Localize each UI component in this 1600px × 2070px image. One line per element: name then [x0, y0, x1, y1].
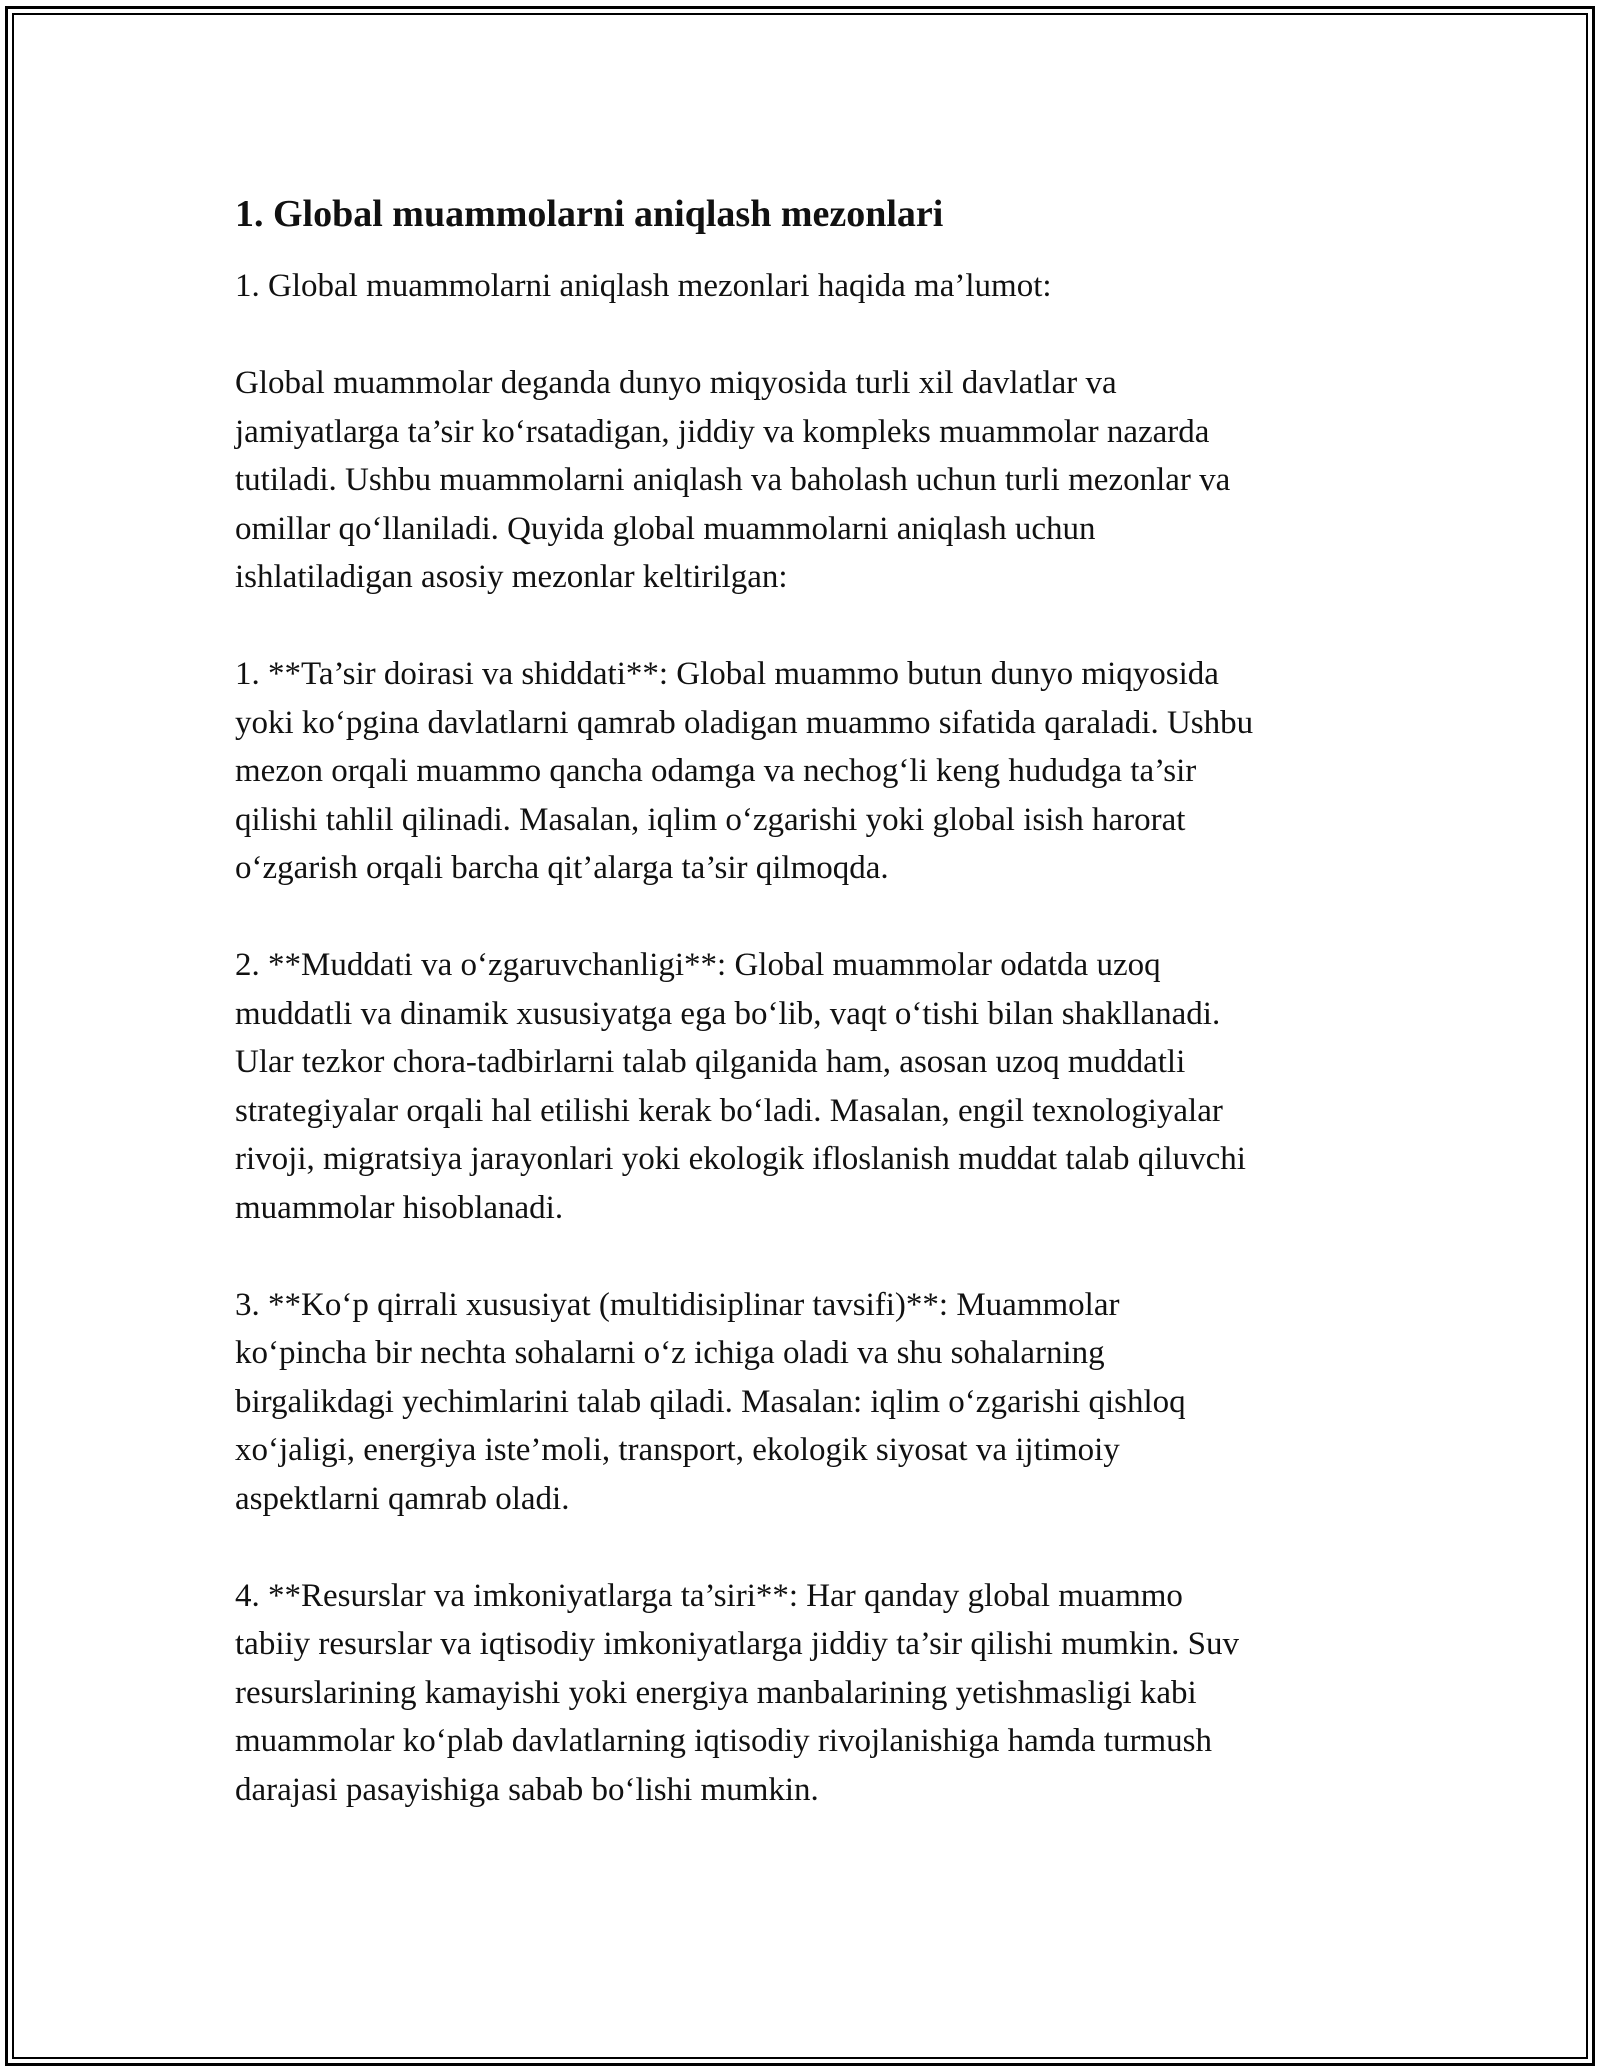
document-body [235, 190, 1385, 1863]
criterion-2-paragraph: 2. **Muddati va o‘zgaruvchanligi**: Global muammolar odatda uzoq muddatli va dinamik xususiyatga ega bo‘lib, vaqt o‘tishi bilan shakllanadi. Ular tezkor chora-tadbirlarni talab qilganida ham, asosan uzoq muddatli strategiyalar orqali hal etilishi kerak bo‘ladi. Masalan, engil texnologiyalar rivoji, migratsiya jarayonlari yoki ekologik ifloslanish muddat talab qiluvchi muammolar hisoblanadi. [235, 947, 1246, 1226]
criterion-4-paragraph: 4. **Resurslar va imkoniyatlarga ta’siri**: Har qanday global muammo tabiiy resurslar va iqtisodiy imkoniyatlarga jiddiy ta’sir qilishi mumkin. Suv resurslarining kamayishi yoki energiya manbalarining yetishmasligi kabi muammolar ko‘plab davlatlarning iqtisodiy rivojlanishiga hamda turmush darajasi pasayishiga sabab bo‘lishi mumkin. [235, 1577, 1239, 1808]
document-title: 1. Global muammolarni aniqlash mezonlari [235, 193, 944, 235]
overview-paragraph: Global muammolar deganda dunyo miqyosida turli xil davlatlar va jamiyatlarga ta’sir ko‘rsatadigan, jiddiy va kompleks muammolar nazarda tutiladi. Ushbu muammolarni aniqlash va baholash uchun turli mezonlar va omillar qo‘llaniladi. Quyida global muammolarni aniqlash uchun ishlatiladigan asosiy mezonlar keltirilgan: [235, 365, 1231, 595]
criterion-1-paragraph: 1. **Ta’sir doirasi va shiddati**: Global muammo butun dunyo miqyosida yoki ko‘pgina davlatlarni qamrab oladigan muammo sifatida qaraladi. Ushbu mezon orqali muammo qancha odamga va nechog‘li keng hududga ta’sir qilishi tahlil qilinadi. Masalan, iqlim o‘zgarishi yoki global isish harorat o‘zgarish orqali barcha qit’alarga ta’sir qilmoqda. [235, 656, 1254, 886]
intro-line: 1. Global muammolarni aniqlash mezonlari haqida ma’lumot: [235, 268, 1052, 304]
criterion-3-paragraph: 3. **Ko‘p qirrali xususiyat (multidisiplinar tavsifi)**: Muammolar ko‘pincha bir nechta sohalarni o‘z ichiga oladi va shu sohalarning birgalikdagi yechimlarini talab qiladi. Masalan: iqlim o‘zgarishi qishloq xo‘jaligi, energiya iste’moli, transport, ekologik siyosat va ijtimoiy aspektlarni qamrab oladi. [235, 1286, 1186, 1517]
